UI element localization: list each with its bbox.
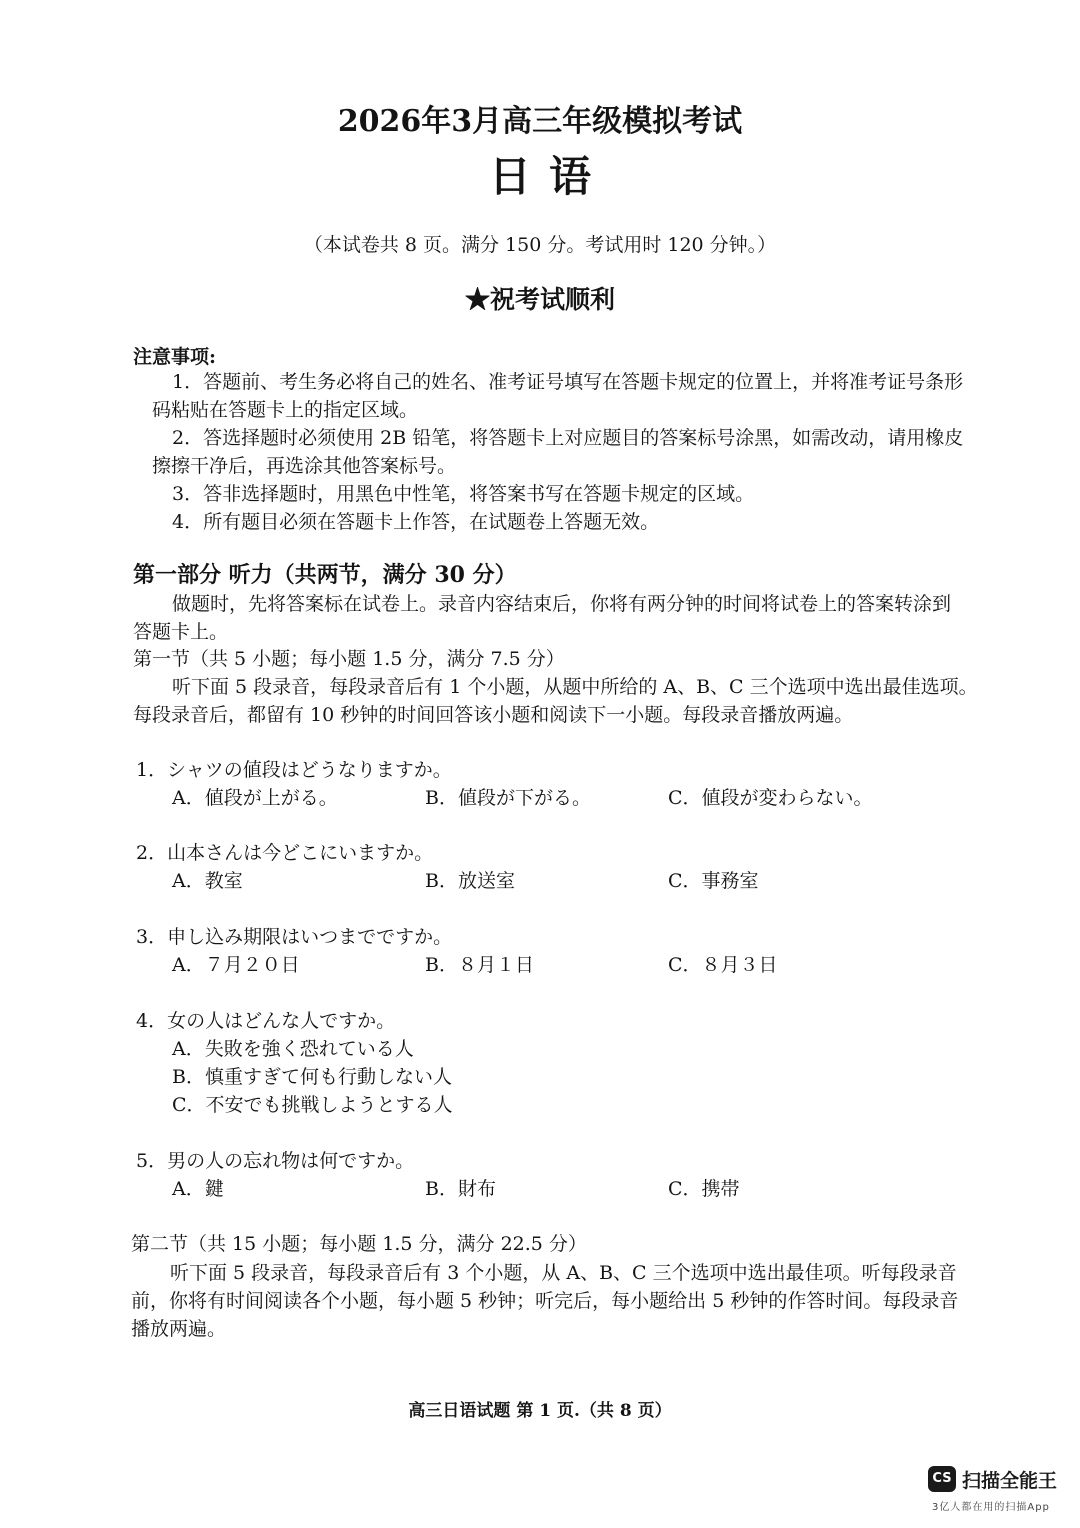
exam-title: 2026年3月高三年级模拟考试 — [337, 104, 743, 139]
question-1-option-a: A．値段が上がる。 — [172, 787, 338, 809]
notice-heading: 注意事项: — [133, 346, 217, 368]
question-3-option-a: A．７月２０日 — [172, 954, 300, 976]
section2-desc-line1: 听下面 5 段录音，每段录音后有 3 个小题，从 A、B、C 三个选项中选出最佳项。听每段录音 — [170, 1262, 957, 1284]
question-2-option-b: B．放送室 — [425, 870, 515, 892]
exam-subject: 日语 — [488, 152, 609, 201]
section2-desc-line3: 播放两遍。 — [131, 1318, 227, 1340]
watermark-tagline: 3亿人都在用的扫描App — [932, 1502, 1050, 1513]
question-2-option-c: C．事務室 — [668, 870, 759, 892]
section1-desc-line2: 每段录音后，都留有 10 秒钟的时间回答该小题和阅读下一小题。每段录音播放两遍。 — [133, 704, 854, 726]
notice-item-4: 4．所有题目必须在答题卡上作答，在试题卷上答题无效。 — [172, 511, 660, 533]
notice-item-2-line1: 2．答选择题时必须使用 2B 铅笔，将答题卡上对应题目的答案标号涂黑，如需改动，请用橡皮 — [172, 427, 964, 449]
question-5-option-b: B．財布 — [425, 1178, 496, 1200]
section2-desc-line2: 前，你将有时间阅读各个小题，每小题 5 秒钟；听完后，每小题给出 5 秒钟的作答时间。每段录音 — [131, 1290, 959, 1312]
question-1-stem: 1．シャツの値段はどうなりますか。 — [136, 759, 452, 781]
part1-heading: 第一部分 听力（共两节，满分 30 分） — [133, 562, 517, 588]
question-3-option-b: B．８月１日 — [425, 954, 534, 976]
section1-heading: 第一节（共 5 小题；每小题 1.5 分，满分 7.5 分） — [133, 648, 565, 670]
section1-desc-line1: 听下面 5 段录音，每段录音后有 1 个小题，从题中所给的 A、B、C 三个选项中选出最佳选项。 — [172, 676, 978, 698]
section2-heading: 第二节（共 15 小题；每小题 1.5 分，满分 22.5 分） — [131, 1233, 587, 1255]
question-5-stem: 5．男の人の忘れ物は何ですか。 — [136, 1150, 415, 1172]
question-4-option-a: A．失敗を強く恐れている人 — [172, 1038, 414, 1060]
question-2-stem: 2．山本さんは今どこにいますか。 — [136, 842, 434, 864]
notice-item-2-line2: 擦擦干净后，再选涂其他答案标号。 — [152, 455, 457, 477]
page-footer: 高三日语试题 第 1 页.（共 8 页） — [408, 1401, 672, 1421]
question-3-option-c: C．８月３日 — [668, 954, 778, 976]
part1-intro-line2: 答题卡上。 — [133, 621, 229, 643]
exam-meta: （本试卷共 8 页。满分 150 分。考试用时 120 分钟。） — [303, 234, 777, 256]
notice-item-1-line1: 1．答题前、考生务必将自己的姓名、准考证号填写在答题卡规定的位置上，并将准考证号条形 — [172, 371, 964, 393]
question-1-option-c: C．値段が変わらない。 — [668, 787, 873, 809]
part1-intro-line1: 做题时，先将答案标在试卷上。录音内容结束后，你将有两分钟的时间将试卷上的答案转涂到 — [172, 593, 952, 615]
watermark-name: 扫描全能王 — [962, 1470, 1058, 1492]
question-1-option-b: B．値段が下がる。 — [425, 787, 591, 809]
notice-item-1-line2: 码粘贴在答题卡上的指定区域。 — [152, 399, 419, 421]
question-2-option-a: A．教室 — [172, 870, 243, 892]
question-5-option-a: A．鍵 — [172, 1178, 224, 1200]
question-4-option-b: B．慎重すぎて何も行動しない人 — [172, 1066, 452, 1088]
question-5-option-c: C．携帯 — [668, 1178, 740, 1200]
good-luck-banner: ★祝考试顺利 — [464, 285, 615, 314]
question-4-stem: 4．女の人はどんな人ですか。 — [136, 1010, 396, 1032]
notice-item-3: 3．答非选择题时，用黑色中性笔，将答案书写在答题卡规定的区域。 — [172, 483, 755, 505]
question-4-option-c: C．不安でも挑戦しようとする人 — [172, 1094, 453, 1116]
question-3-stem: 3．申し込み期限はいつまでですか。 — [136, 926, 453, 948]
camscanner-logo-icon: CS — [928, 1466, 956, 1492]
